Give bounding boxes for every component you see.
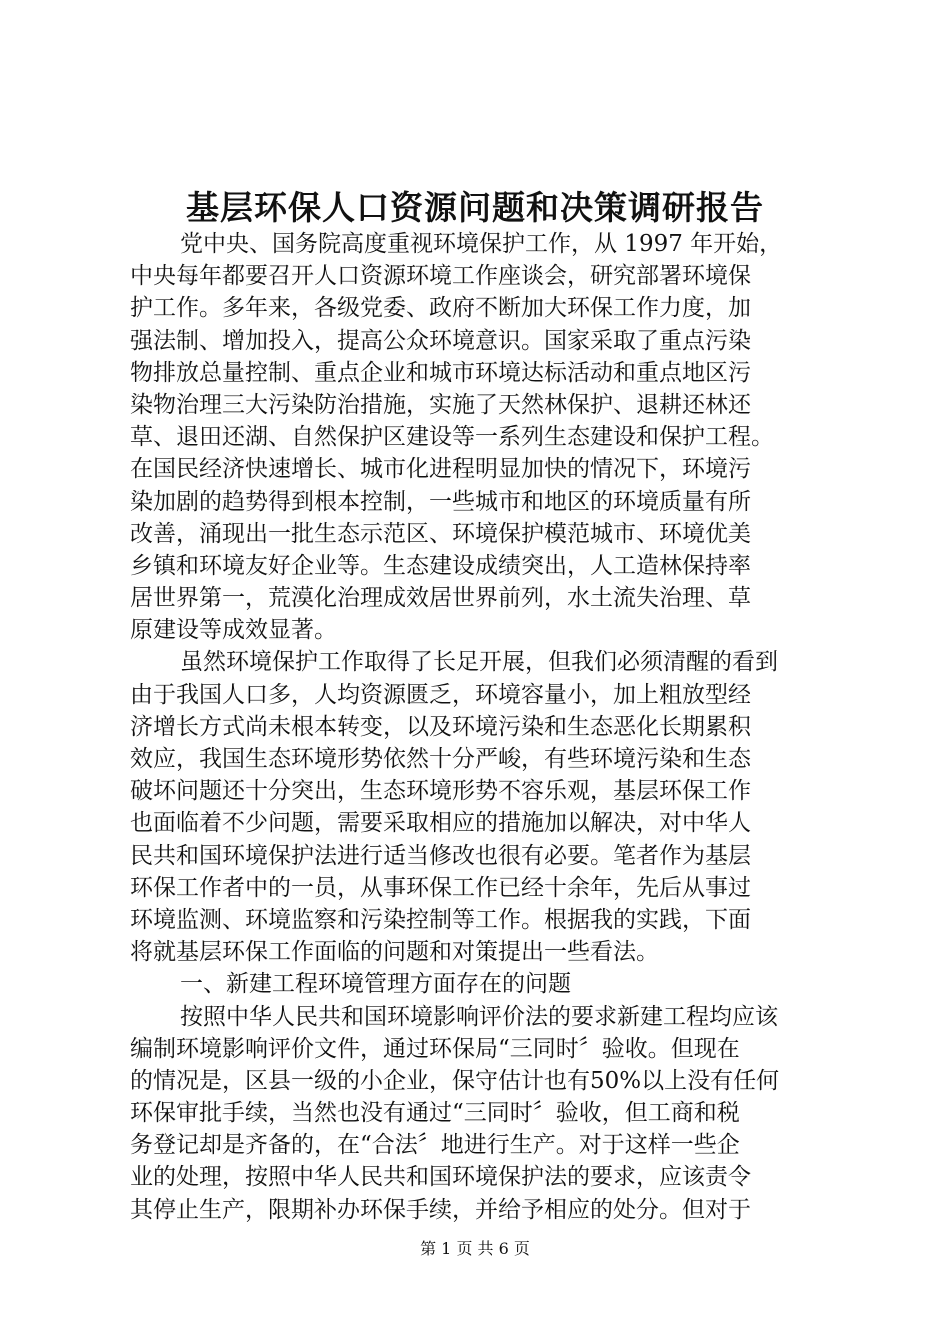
body-line: 强法制、增加投入，提高公众环境意识。国家采取了重点污染 [130, 327, 751, 354]
body-line: 其停止生产，限期补办环保手续，并给予相应的处分。但对于 [130, 1196, 751, 1223]
body-line: 一、新建工程环境管理方面存在的问题 [180, 971, 571, 998]
body-line: 物排放总量控制、重点企业和城市环境达标活动和重点地区污 [130, 359, 751, 386]
document-title: 基层环保人口资源问题和决策调研报告 [186, 188, 764, 227]
body-line: 济增长方式尚未根本转变，以及环境污染和生态恶化长期累积 [130, 713, 751, 740]
document-body [130, 228, 840, 1226]
page-footer: 第 1 页 共 6 页 [420, 1239, 530, 1258]
body-line: 的情况是，区县一级的小企业，保守估计也有50%以上没有任何 [130, 1067, 780, 1094]
body-line: 居世界第一，荒漠化治理成效居世界前列，水土流失治理、草 [130, 585, 751, 612]
body-line: 务登记却是齐备的，在“合法〞地进行生产。对于这样一些企 [130, 1132, 740, 1159]
body-line: 编制环境影响评价文件，通过环保局“三同时〞验收。但现在 [130, 1035, 740, 1062]
body-line: 环境监测、环境监察和污染控制等工作。根据我的实践，下面 [130, 906, 751, 933]
body-line: 将就基层环保工作面临的问题和对策提出一些看法。 [130, 939, 659, 966]
body-line: 破坏问题还十分突出，生态环境形势不容乐观，基层环保工作 [130, 778, 751, 805]
body-line: 也面临着不少问题，需要采取相应的措施加以解决，对中华人 [130, 810, 751, 837]
body-line: 党中央、国务院高度重视环境保护工作，从 1997 年开始， [180, 231, 783, 257]
body-line: 乡镇和环境友好企业等。生态建设成绩突出，人工造林保持率 [130, 552, 751, 579]
body-line: 由于我国人口多，人均资源匮乏，环境容量小，加上粗放型经 [130, 681, 751, 708]
body-line: 虽然环境保护工作取得了长足开展，但我们必须清醒的看到 [180, 649, 778, 676]
body-line: 业的处理，按照中华人民共和国环境保护法的要求，应该责令 [130, 1164, 751, 1191]
body-line: 环保工作者中的一员，从事环保工作已经十余年，先后从事过 [130, 874, 751, 901]
body-line: 改善，涌现出一批生态示范区、环境保护模范城市、环境优美 [130, 520, 751, 547]
body-line: 在国民经济快速增长、城市化进程明显加快的情况下，环境污 [130, 456, 751, 483]
body-line: 草、退田还湖、自然保护区建设等一系列生态建设和保护工程。 [130, 424, 774, 451]
body-line: 染物治理三大污染防治措施，实施了天然林保护、退耕还林还 [130, 391, 751, 418]
body-line: 染加剧的趋势得到根本控制，一些城市和地区的环境质量有所 [130, 488, 751, 515]
body-line: 民共和国环境保护法进行适当修改也很有必要。笔者作为基层 [130, 842, 751, 869]
body-line: 护工作。多年来，各级党委、政府不断加大环保工作力度，加 [130, 295, 751, 322]
body-line: 效应，我国生态环境形势依然十分严峻，有些环境污染和生态 [130, 746, 751, 772]
body-line: 原建设等成效显著。 [130, 617, 337, 644]
body-line: 按照中华人民共和国环境影响评价法的要求新建工程均应该 [180, 1003, 778, 1030]
body-line: 中央每年都要召开人口资源环境工作座谈会，研究部署环境保 [130, 263, 751, 290]
body-line: 环保审批手续，当然也没有通过“三同时〞验收，但工商和税 [130, 1100, 740, 1127]
